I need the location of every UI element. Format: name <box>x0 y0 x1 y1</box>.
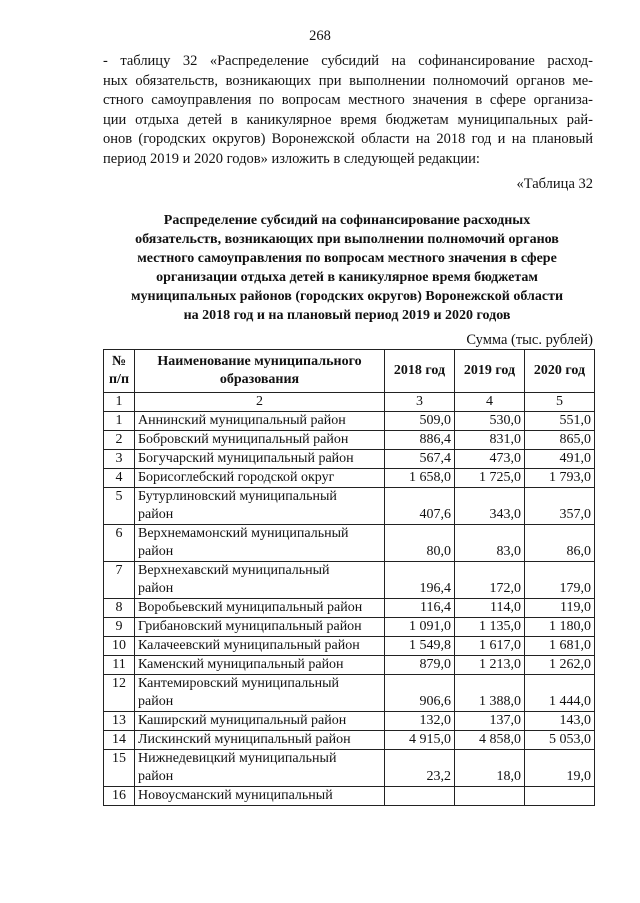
table-row <box>104 599 595 618</box>
intro-line: - таблицу 32 «Распределение субсидий на софинансирование расход- <box>103 53 593 69</box>
table-title <box>100 211 594 325</box>
amount-2020-cell: 1 793,0 <box>525 469 595 488</box>
municipality-name-cell <box>135 599 385 618</box>
amount-2018-cell: 509,0 <box>385 412 455 431</box>
municipality-name-line: Борисоглебский городской округ <box>138 470 335 485</box>
table-body <box>104 412 595 806</box>
table-row <box>104 431 595 450</box>
municipality-name-cell <box>135 656 385 675</box>
header-name-line: муниципального образования <box>219 354 362 387</box>
municipality-name-line: Калачеевский муниципальный район <box>138 638 360 653</box>
row-number-cell: 15 <box>104 750 135 787</box>
municipality-name-cell <box>135 450 385 469</box>
title-line: местного самоуправления по вопросам местного значения в сфере <box>137 251 557 266</box>
row-number-cell: 11 <box>104 656 135 675</box>
amount-2019-cell: 137,0 <box>455 712 525 731</box>
municipality-name-line: Новоусманский муниципальный <box>138 788 333 803</box>
amount-2020-cell: 491,0 <box>525 450 595 469</box>
row-number-cell: 7 <box>104 562 135 599</box>
municipality-name-line: Богучарский муниципальный район <box>138 451 354 466</box>
amount-2020-cell: 179,0 <box>525 562 595 599</box>
amount-2020-cell: 19,0 <box>525 750 595 787</box>
row-number-cell: 13 <box>104 712 135 731</box>
amount-2020-cell: 1 681,0 <box>525 637 595 656</box>
header-name-line: Наименование <box>157 354 251 369</box>
amount-2019-cell: 172,0 <box>455 562 525 599</box>
municipality-name-cell <box>135 750 385 787</box>
row-number-cell: 6 <box>104 525 135 562</box>
amount-2018-cell <box>385 787 455 806</box>
municipality-name-cell <box>135 431 385 450</box>
row-number-cell: 16 <box>104 787 135 806</box>
row-number-cell: 4 <box>104 469 135 488</box>
municipality-name-cell <box>135 731 385 750</box>
municipality-name-line: Нижнедевицкий муниципальный <box>138 751 337 766</box>
table-row <box>104 787 595 806</box>
column-number-row <box>104 393 595 412</box>
amount-2019-cell: 1 725,0 <box>455 469 525 488</box>
amount-2019-cell: 4 858,0 <box>455 731 525 750</box>
municipality-name-cell <box>135 637 385 656</box>
amount-2018-cell: 4 915,0 <box>385 731 455 750</box>
amount-2020-cell: 865,0 <box>525 431 595 450</box>
amount-2020-cell: 551,0 <box>525 412 595 431</box>
column-number: 2 <box>135 393 385 412</box>
header-name <box>135 350 385 393</box>
column-number: 1 <box>104 393 135 412</box>
amount-2020-cell: 5 053,0 <box>525 731 595 750</box>
row-number-cell: 1 <box>104 412 135 431</box>
title-line: на 2018 год и на плановый период 2019 и 2020 годов <box>183 308 511 323</box>
intro-line: онов (городских округов) Воронежской области на 2018 год и на плановый <box>103 131 593 147</box>
table-row <box>104 750 595 787</box>
table-row <box>104 412 595 431</box>
row-number-cell: 3 <box>104 450 135 469</box>
amount-2019-cell: 18,0 <box>455 750 525 787</box>
row-number-cell: 14 <box>104 731 135 750</box>
amount-2018-cell: 407,6 <box>385 488 455 525</box>
header-number: № п/п <box>104 350 135 393</box>
amount-2018-cell: 567,4 <box>385 450 455 469</box>
amount-2020-cell: 119,0 <box>525 599 595 618</box>
table-row <box>104 469 595 488</box>
municipality-name-cell <box>135 469 385 488</box>
municipality-name-cell <box>135 712 385 731</box>
municipality-name-line: Каменский муниципальный район <box>138 657 344 672</box>
intro-line: период 2019 и 2020 годов» изложить в следующей редакции: <box>103 150 480 167</box>
title-line: Распределение субсидий на софинансирование расходных <box>163 213 531 228</box>
intro-line: ции отдыха детей в каникулярное время бюджетам муниципальных рай- <box>103 111 593 128</box>
title-line: муниципальных районов (городских округов) Воронежской области <box>130 289 564 304</box>
amount-2019-cell: 1 388,0 <box>455 675 525 712</box>
amount-2018-cell: 1 658,0 <box>385 469 455 488</box>
amount-2020-cell: 357,0 <box>525 488 595 525</box>
municipality-name-cell <box>135 675 385 712</box>
amount-2020-cell: 1 444,0 <box>525 675 595 712</box>
row-number-cell: 9 <box>104 618 135 637</box>
municipality-name-line: Бутурлиновский муниципальный <box>138 489 337 504</box>
municipality-name-line: район <box>138 694 174 709</box>
municipality-name-cell <box>135 525 385 562</box>
amount-2020-cell: 143,0 <box>525 712 595 731</box>
amount-2018-cell: 886,4 <box>385 431 455 450</box>
row-number-cell: 8 <box>104 599 135 618</box>
amount-2019-cell: 343,0 <box>455 488 525 525</box>
municipality-name-line: Кантемировский муниципальный <box>138 676 339 691</box>
table-row <box>104 562 595 599</box>
column-number: 5 <box>525 393 595 412</box>
amount-2019-cell: 473,0 <box>455 450 525 469</box>
municipality-name-line: Грибановский муниципальный район <box>138 619 362 634</box>
column-number: 4 <box>455 393 525 412</box>
amount-2018-cell: 1 091,0 <box>385 618 455 637</box>
header-2018: 2018 год <box>385 350 455 393</box>
amount-2018-cell: 196,4 <box>385 562 455 599</box>
table-row <box>104 525 595 562</box>
amount-2020-cell: 86,0 <box>525 525 595 562</box>
header-2020: 2020 год <box>525 350 595 393</box>
title-line: обязательств, возникающих при выполнении полномочий органов <box>135 232 559 247</box>
row-number-cell: 10 <box>104 637 135 656</box>
intro-line: стного самоуправления по вопросам местного значения в сфере организа- <box>103 92 593 108</box>
municipality-name-cell <box>135 488 385 525</box>
title-line: организации отдыха детей в каникулярное время бюджетам <box>156 270 538 285</box>
municipality-name-cell <box>135 562 385 599</box>
table-row <box>104 656 595 675</box>
table-row <box>104 618 595 637</box>
table-row <box>104 675 595 712</box>
amount-2019-cell: 1 617,0 <box>455 637 525 656</box>
row-number-cell: 2 <box>104 431 135 450</box>
municipality-name-line: Воробьевский муниципальный район <box>138 600 363 615</box>
municipality-name-line: Бобровский муниципальный район <box>138 432 349 447</box>
table-row <box>104 488 595 525</box>
amount-2020-cell: 1 180,0 <box>525 618 595 637</box>
table-label: «Таблица 32 <box>516 176 593 192</box>
intro-paragraph <box>103 52 593 169</box>
amount-2019-cell: 114,0 <box>455 599 525 618</box>
municipality-name-line: Каширский муниципальный район <box>138 713 347 728</box>
amount-2019-cell <box>455 787 525 806</box>
amount-2018-cell: 879,0 <box>385 656 455 675</box>
table-row <box>104 712 595 731</box>
amount-2018-cell: 23,2 <box>385 750 455 787</box>
amount-2019-cell: 83,0 <box>455 525 525 562</box>
municipality-name-line: Лискинский муниципальный район <box>138 732 351 747</box>
amount-2018-cell: 906,6 <box>385 675 455 712</box>
municipality-name-line: район <box>138 769 174 784</box>
amount-2018-cell: 132,0 <box>385 712 455 731</box>
amount-2018-cell: 1 549,8 <box>385 637 455 656</box>
amount-2018-cell: 116,4 <box>385 599 455 618</box>
row-number-cell: 5 <box>104 488 135 525</box>
municipality-name-cell <box>135 618 385 637</box>
units-label: Сумма (тыс. рублей) <box>466 332 593 348</box>
municipality-name-cell <box>135 412 385 431</box>
amount-2020-cell: 1 262,0 <box>525 656 595 675</box>
amount-2019-cell: 1 135,0 <box>455 618 525 637</box>
municipality-name-line: Аннинский муниципальный район <box>138 413 346 428</box>
amount-2019-cell: 1 213,0 <box>455 656 525 675</box>
municipality-name-line: Верхнемамонский муниципальный <box>138 526 349 541</box>
intro-line: ных обязательств, возникающих при выполнении полномочий органов ме- <box>103 72 593 89</box>
amount-2019-cell: 831,0 <box>455 431 525 450</box>
subsidy-table <box>103 349 595 806</box>
page-number: 268 <box>309 28 331 44</box>
table-row <box>104 637 595 656</box>
municipality-name-cell <box>135 787 385 806</box>
header-2019: 2019 год <box>455 350 525 393</box>
table-header-row <box>104 350 595 393</box>
column-number: 3 <box>385 393 455 412</box>
municipality-name-line: Верхнехавский муниципальный <box>138 563 330 578</box>
row-number-cell: 12 <box>104 675 135 712</box>
municipality-name-line: район <box>138 507 174 522</box>
amount-2018-cell: 80,0 <box>385 525 455 562</box>
municipality-name-line: район <box>138 581 174 596</box>
amount-2020-cell <box>525 787 595 806</box>
municipality-name-line: район <box>138 544 174 559</box>
table-row <box>104 450 595 469</box>
amount-2019-cell: 530,0 <box>455 412 525 431</box>
table-row <box>104 731 595 750</box>
